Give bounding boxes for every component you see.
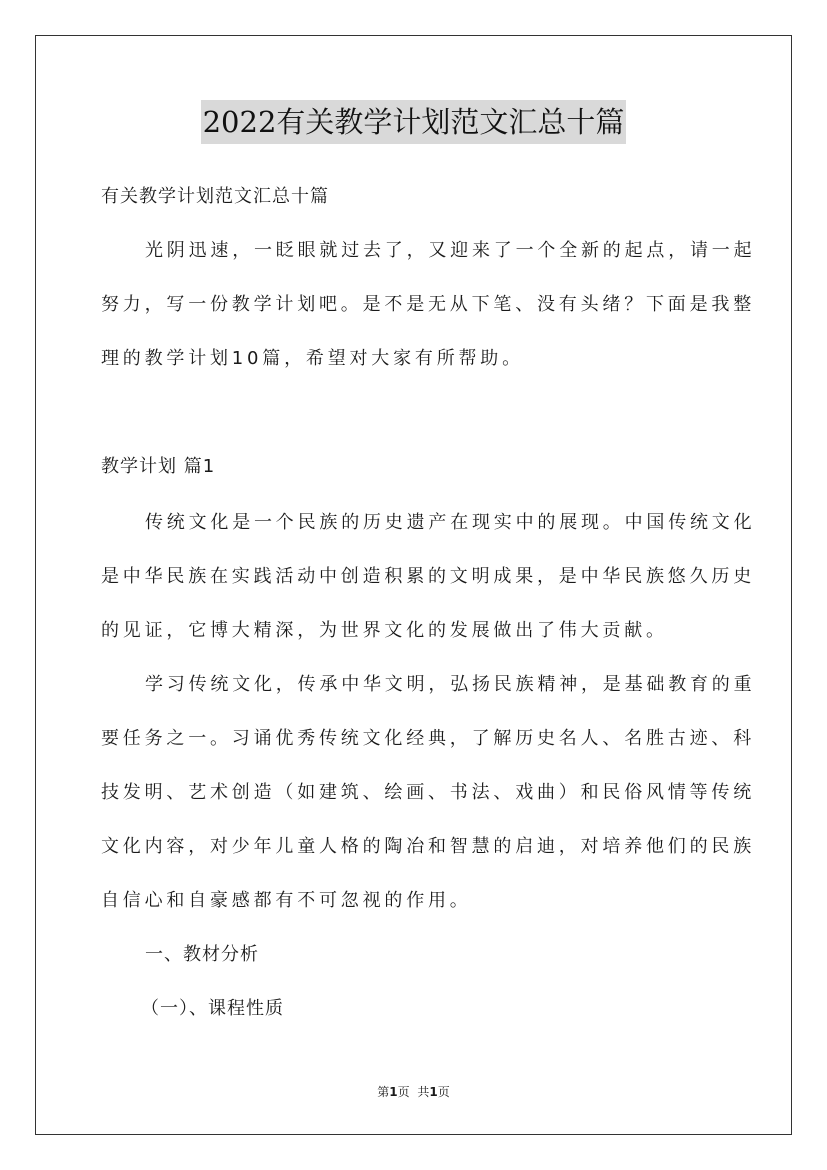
paragraph-line: 要任务之一。习诵优秀传统文化经典，了解历史名人、名胜古迹、科 <box>101 728 755 749</box>
paragraph-line: 的见证，它博大精深，为世界文化的发展做出了伟大贡献。 <box>101 620 668 641</box>
sub-heading: （一）、课程性质 <box>141 998 284 1019</box>
document-title: 2022有关教学计划范文汇总十篇 <box>201 100 627 144</box>
document-subtitle: 有关教学计划范文汇总十篇 <box>101 186 329 207</box>
footer-page-prefix: 第 <box>377 1085 390 1099</box>
intro-line: 理的教学计划10篇，希望对大家有所帮助。 <box>101 348 524 369</box>
page-footer <box>0 1083 827 1100</box>
footer-total-suffix: 页 <box>437 1085 450 1099</box>
paragraph-line: 是中华民族在实践活动中创造积累的文明成果，是中华民族悠久历史 <box>101 566 755 587</box>
paragraph-line: 文化内容，对少年儿童人格的陶冶和智慧的启迪，对培养他们的民族 <box>101 836 755 857</box>
footer-page-number: 1 <box>389 1085 398 1099</box>
intro-line: 努力，写一份教学计划吧。是不是无从下笔、没有头绪？下面是我整 <box>101 294 755 315</box>
footer-total-number: 1 <box>429 1085 438 1099</box>
footer-page-mid: 页 <box>397 1085 410 1099</box>
paragraph-line: 自信心和自豪感都有不可忽视的作用。 <box>101 890 472 911</box>
footer-total-prefix: 共 <box>417 1085 430 1099</box>
paragraph-line: 学习传统文化，传承中华文明，弘扬民族精神，是基础教育的重 <box>145 674 756 695</box>
sub-heading: 一、教材分析 <box>145 944 259 965</box>
title-container <box>0 100 827 144</box>
paragraph-line: 传统文化是一个民族的历史遗产在现实中的展现。中国传统文化 <box>145 512 756 533</box>
intro-line: 光阴迅速，一眨眼就过去了，又迎来了一个全新的起点，请一起 <box>145 240 756 261</box>
section-heading: 教学计划 篇1 <box>101 456 216 477</box>
paragraph-line: 技发明、艺术创造（如建筑、绘画、书法、戏曲）和民俗风情等传统 <box>101 782 755 803</box>
